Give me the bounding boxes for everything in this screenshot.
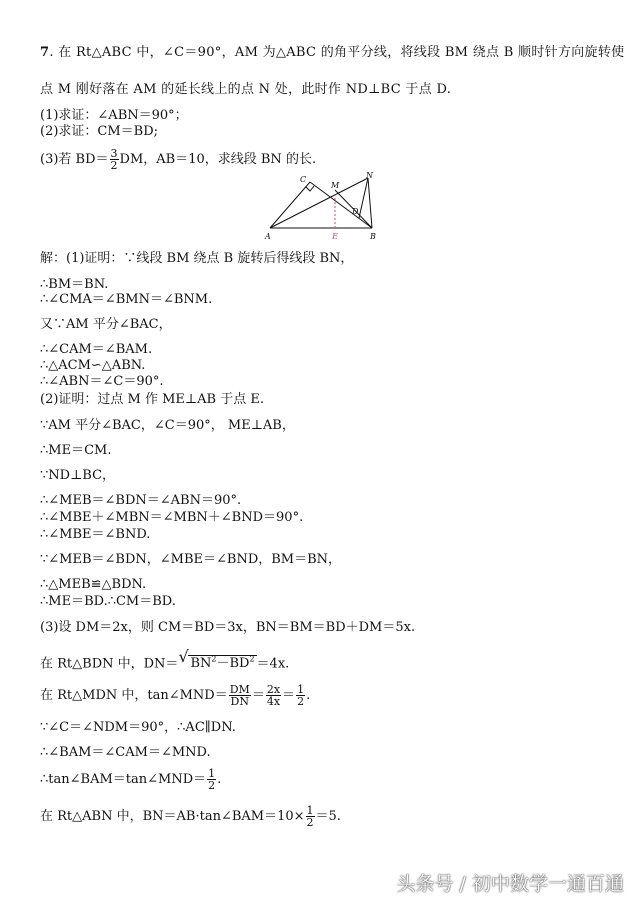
right-angle-mark-C (306, 186, 314, 191)
fraction-1-2: $\frac{1}{2}$ (306, 804, 314, 829)
problem-line-2: 点 M 刚好落在 AM 的延长线上的点 N 处，此时作 ND⊥BC 于点 D. (40, 82, 452, 97)
question-1: (1)求证：∠ABN＝90°； (40, 108, 188, 123)
question-2: (2)求证：CM＝BD; (40, 124, 159, 139)
solution-line-16: ∴△MEB≌△BDN. (40, 577, 147, 592)
solution-line-7: ∴∠ABN＝∠C＝90°. (40, 374, 164, 389)
solution-line-13: ∴∠MBE＋∠MBN＝∠MBN＋∠BND＝90°. (40, 510, 304, 525)
segment-ND (359, 178, 368, 218)
problem-line-1: 7. 在 Rt△ABC 中，∠C＝90°，AM 为△ABC 的角平分线，将线段 BM 绕点 B 顺时针方向旋转使 (40, 45, 625, 60)
label-E: E (332, 232, 338, 241)
solution-line-17: ∴ME＝BD.∴CM＝BD. (40, 594, 176, 609)
fraction-1-2: $\frac{1}{2}$ (208, 767, 216, 792)
solution-line-5: ∴∠CAM＝∠BAM. (40, 342, 153, 357)
solution-line-15: ∵∠MEB＝∠BDN，∠MBE＝∠BND，BM＝BN， (40, 552, 342, 567)
label-C: C (300, 175, 307, 184)
fraction-dm-dn: $\frac{DM}{DN}$ (229, 683, 250, 708)
solution-line-18: (3)设 DM＝2x，则 CM＝BD＝3x，BN＝BM＝BD＋DM＝5x. (40, 620, 416, 635)
geometry-figure (262, 172, 387, 244)
solution-line-6: ∴△ACM∽△ABN. (40, 358, 146, 373)
question-3: (3)若 BD＝ $\frac{3}{2}$ DM，AB＝10，求线段 BN 的长. (40, 147, 317, 172)
solution-line-12: ∴∠MEB＝∠BDN＝∠ABN＝90°. (40, 493, 242, 508)
square-root: √ $BN^2-BD^2$ (178, 647, 255, 672)
label-B: B (370, 232, 376, 241)
solution-line-3: ∴∠CMA＝∠BMN＝∠BNM. (40, 292, 213, 307)
solution-line-20: 在 Rt△MDN 中，tan∠MND＝ $\frac{DM}{DN}$ ＝ $\frac{2x}{4x}$ ＝ $\frac{1}{2}$ . (40, 683, 311, 708)
solution-line-11: ∵ND⊥BC， (40, 468, 116, 483)
solution-line-19: 在 Rt△BDN 中，DN＝ √ $BN^2-BD^2 =4x$. (40, 647, 290, 672)
segment-BN (368, 178, 372, 228)
solution-line-4: 又∵AM 平分∠BAC， (40, 317, 172, 332)
solution-line-21: ∵∠C＝∠NDM＝90°，∴AC∥DN. (40, 720, 236, 735)
segment-AN (270, 178, 368, 228)
fraction-2x-4x: $\frac{2x}{4x}$ (266, 683, 281, 708)
solution-line-24: 在 Rt△ABN 中，BN＝AB·tan∠BAM＝10× $\frac{1}{2}$ ＝5. (40, 804, 341, 829)
label-M: M (331, 181, 340, 190)
fraction-1-2: $\frac{1}{2}$ (297, 683, 305, 708)
segment-CB (310, 182, 372, 228)
solution-line-14: ∴∠MBE＝∠BND. (40, 527, 151, 542)
watermark: 头条号 / 初中数学一通百通 (396, 873, 624, 895)
solution-line-9: ∵AM 平分∠BAC，∠C＝90°， ME⊥AB， (40, 418, 295, 433)
solution-line-22: ∴∠BAM＝∠CAM＝∠MND. (40, 745, 211, 760)
solution-line-1: 解：(1)证明：∵线段 BM 绕点 B 旋转后得线段 BN， (40, 251, 354, 266)
solution-line-2: ∴BM＝BN. (40, 277, 109, 292)
solution-line-8: (2)证明：过点 M 作 ME⊥AB 于点 E. (40, 392, 264, 407)
segment-AC (270, 182, 310, 228)
label-A: A (265, 232, 271, 241)
solution-line-10: ∴ME＝CM. (40, 443, 112, 458)
label-N: N (366, 172, 373, 180)
problem-number: 7 (40, 45, 50, 60)
fraction-3-2: $\frac{3}{2}$ (110, 147, 118, 172)
solution-line-23: ∴tan∠BAM＝tan∠MND＝ $\frac{1}{2}$ . (40, 767, 222, 792)
label-D: D (352, 207, 359, 216)
